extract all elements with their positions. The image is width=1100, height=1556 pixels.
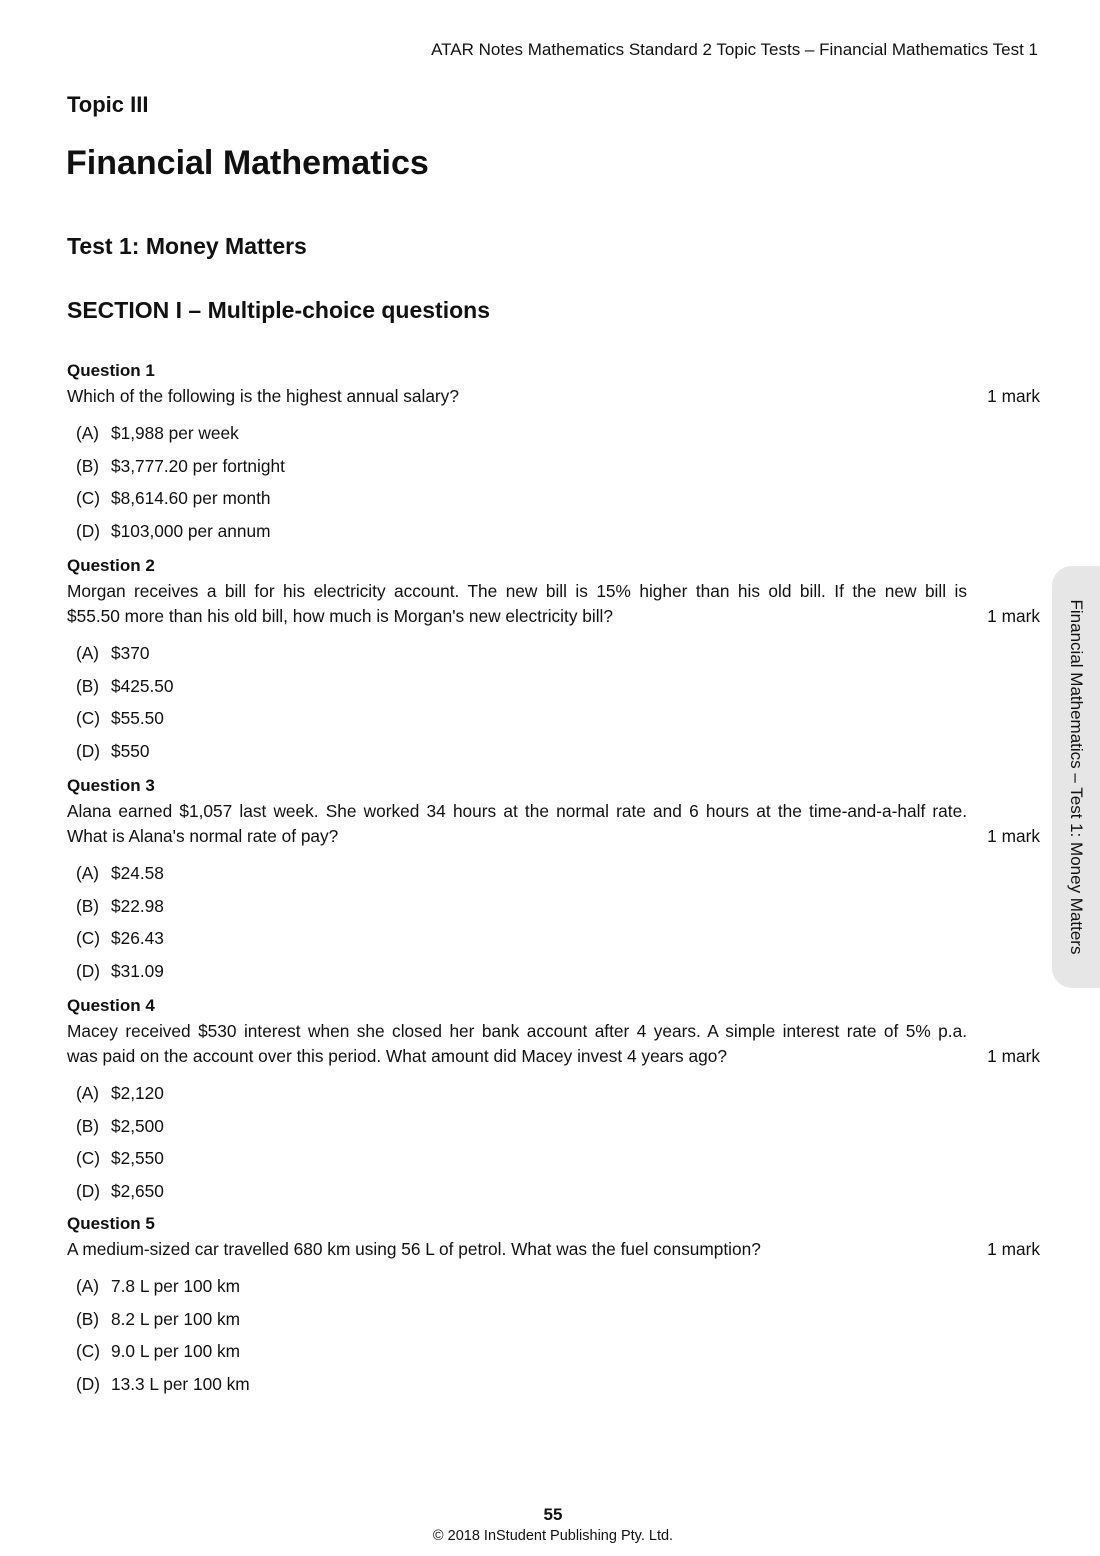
answer-option-d[interactable] [76,1368,1043,1401]
question-line: Which of the following is the highest annual salary? [67,386,459,406]
question-line: A medium-sized car travelled 680 km using 56 L of petrol. What was the fuel consumption? [67,1239,761,1259]
question-text [67,384,967,409]
option-text: $22.98 [111,895,164,916]
option-text: $2,500 [111,1115,164,1136]
answer-option-d[interactable] [76,955,1043,988]
question-line: $55.50 more than his old bill, how much is Morgan's new electricity bill? [67,606,613,626]
option-letter: (D) [76,960,100,981]
question-mark: 1 mark [987,386,1040,406]
option-text: 7.8 L per 100 km [111,1276,241,1296]
option-letter: (C) [76,708,100,728]
option-letter: (A) [76,863,100,883]
question-mark: 1 mark [987,1046,1040,1066]
question-text [67,579,967,629]
page-number: 55 [543,1505,563,1524]
option-letter: (B) [76,675,100,696]
question-heading: Question 3 [67,776,155,795]
option-text: $24.58 [111,863,164,883]
option-letter: (B) [76,455,100,476]
option-text: $2,120 [111,1083,164,1103]
answer-option-a[interactable] [76,637,1043,670]
option-letter: (C) [76,488,100,508]
option-letter: (B) [76,1308,100,1329]
question-text [67,1237,967,1262]
option-letter: (D) [76,740,100,761]
side-tab-label: Financial Mathematics – Test 1: Money Matters [1067,599,1086,955]
answer-options [67,1270,1043,1400]
answer-option-d[interactable] [76,515,1043,548]
answer-option-c[interactable] [76,482,1043,515]
option-letter: (C) [76,1148,100,1168]
answer-option-a[interactable] [76,1077,1043,1110]
question-heading: Question 4 [67,996,155,1015]
option-text: $8,614.60 per month [111,488,271,508]
option-text: $550 [111,740,150,761]
option-text: $2,550 [111,1148,164,1168]
answer-option-a[interactable] [76,1270,1043,1303]
topic-title: Financial Mathematics [66,144,429,182]
answer-options [67,637,1043,767]
option-text: $26.43 [111,928,164,948]
option-text: $55.50 [111,708,164,728]
answer-option-b[interactable] [76,890,1043,923]
answer-option-a[interactable] [76,857,1043,890]
answer-option-d[interactable] [76,1175,1043,1208]
option-text: 13.3 L per 100 km [111,1373,250,1394]
section-heading: SECTION I – Multiple-choice questions [67,297,490,323]
option-letter: (D) [76,1373,100,1394]
question-text [67,1019,967,1069]
option-letter: (A) [76,643,100,663]
answer-option-a[interactable] [76,417,1043,450]
question-line: What is Alana's normal rate of pay? [67,826,339,846]
copyright-notice: © 2018 InStudent Publishing Pty. Ltd. [432,1528,674,1544]
option-letter: (B) [76,895,100,916]
option-text: 9.0 L per 100 km [111,1341,241,1361]
question-4 [67,993,1043,1207]
option-letter: (C) [76,1341,100,1361]
answer-option-c[interactable] [76,1335,1043,1368]
answer-option-b[interactable] [76,670,1043,703]
option-letter: (A) [76,1276,100,1296]
answer-option-b[interactable] [76,1110,1043,1143]
topic-label: Topic III [67,92,149,117]
option-letter: (D) [76,520,100,541]
option-letter: (B) [76,1115,100,1136]
option-text: $3,777.20 per fortnight [111,455,285,476]
questions-list [67,358,1043,1400]
running-header: ATAR Notes Mathematics Standard 2 Topic Tests – Financial Mathematics Test 1 [431,40,1038,59]
option-letter: (A) [76,1083,100,1103]
question-line: Morgan receives a bill for his electricity account. The new bill is 15% higher than his old bill. If the new bill is [67,581,967,601]
answer-option-d[interactable] [76,735,1043,768]
option-text: 8.2 L per 100 km [111,1308,241,1329]
question-2 [67,553,1043,767]
option-text: $2,650 [111,1180,164,1201]
question-line: Alana earned $1,057 last week. She worked 34 hours at the normal rate and 6 hours at the time-and-a-half rate. [67,801,967,821]
answer-option-c[interactable] [76,702,1043,735]
question-5 [67,1211,1043,1400]
option-text: $370 [111,643,150,663]
question-mark: 1 mark [987,826,1040,846]
question-line: was paid on the account over this period. What amount did Macey invest 4 years ago? [67,1046,727,1066]
question-heading: Question 1 [67,361,155,380]
answer-option-b[interactable] [76,1303,1043,1336]
question-text [67,799,967,849]
question-heading: Question 5 [67,1214,155,1233]
option-letter: (C) [76,928,100,948]
question-mark: 1 mark [987,606,1040,626]
answer-options [67,857,1043,987]
answer-option-b[interactable] [76,450,1043,483]
answer-option-c[interactable] [76,922,1043,955]
answer-options [67,417,1043,547]
question-1 [67,358,1043,547]
option-text: $103,000 per annum [111,520,271,541]
answer-options [67,1077,1043,1207]
option-letter: (D) [76,1180,100,1201]
question-line: Macey received $530 interest when she closed her bank account after 4 years. A simple interest rate of 5% p.a. [67,1021,967,1041]
question-heading: Question 2 [67,556,155,575]
question-3 [67,773,1043,987]
question-mark: 1 mark [987,1239,1040,1259]
option-text: $1,988 per week [111,423,239,443]
option-text: $31.09 [111,960,164,981]
option-letter: (A) [76,423,100,443]
test-title: Test 1: Money Matters [67,233,307,259]
answer-option-c[interactable] [76,1142,1043,1175]
option-text: $425.50 [111,675,174,696]
